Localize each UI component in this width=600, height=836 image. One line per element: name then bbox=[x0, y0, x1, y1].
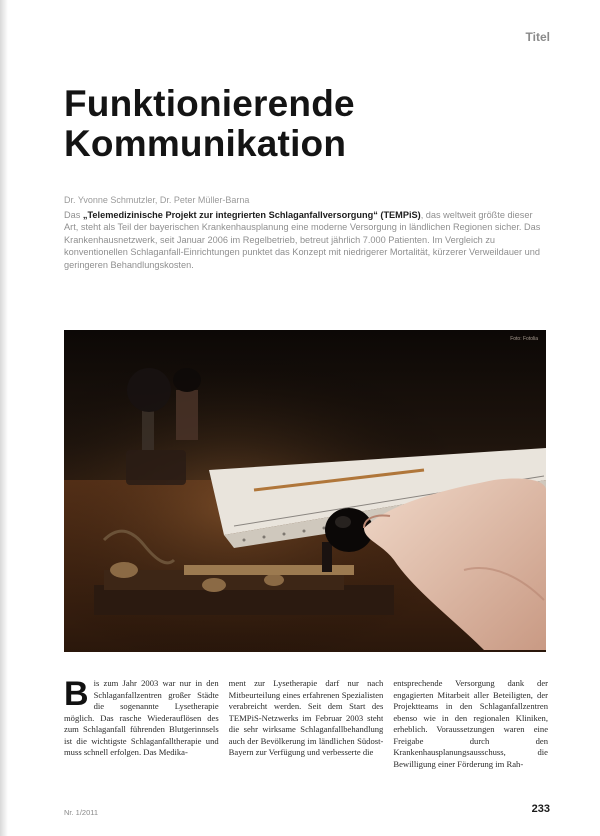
title-line-1: Funktionierende bbox=[64, 83, 355, 124]
article-photo bbox=[64, 330, 546, 652]
body-column-3-text: entsprechende Versorgung dank der engagierten Mitarbeit aller Beteiligten, der Projektteams in den Schlaganfallzentren ebenso wie in den regionalen Kliniken, erheblich. Voraussetzungen waren eine Freigabe durch den Krankenhausplanungsausschuss, die Bewilligung einer Förderung im Rah- bbox=[393, 678, 549, 769]
telegraph-key-photo bbox=[64, 330, 546, 652]
body-column-1 bbox=[64, 678, 219, 804]
issue-label: Nr. 1/2011 bbox=[64, 808, 99, 817]
article-authors: Dr. Yvonne Schmutzler, Dr. Peter Müller-Barna bbox=[64, 195, 250, 205]
article-lead bbox=[64, 209, 544, 271]
article-title bbox=[64, 84, 544, 164]
photo-credit: Foto: Fotolia bbox=[510, 336, 538, 342]
title-line-2: Kommunikation bbox=[64, 123, 347, 164]
page-number: 233 bbox=[531, 803, 550, 815]
article-body bbox=[64, 678, 548, 804]
section-label: Titel bbox=[525, 30, 550, 44]
lead-highlight: „Telemedizinische Projekt zur integrierten Schlaganfallversorgung“ (TEMPiS) bbox=[82, 210, 421, 220]
scan-shadow bbox=[0, 0, 8, 836]
body-column-1-text: is zum Jahr 2003 war nur in den Schlaganfallzentren großer Städte die sogenannte Lysetherapie möglich. Das rasche Wiederauflösen des zum Schlaganfall führenden Blutgerinnsels ist die wichtigste Schlaganfalltherapie und muss schnell erfolgen. Das Medika- bbox=[64, 678, 219, 757]
drop-cap: B bbox=[64, 678, 89, 713]
body-column-3 bbox=[393, 678, 548, 804]
lead-rest: , das weltweit größte dieser Art, steht als Teil der bayerischen Krankenhausplanung eine moderne Versorgung in ländlichen Regionen sicher. Das Krankenhausnetzwerk, seit Januar 2006 im Regelbetrieb, betreut jährlich 7.000 Patienten. Im Vergleich zu konventionellen Schlaganfall-Einrichtungen punktet das Konzept mit niedrigerer Mortalität, kürzerer Verweildauer und geringeren Behandlungskosten. bbox=[64, 210, 541, 270]
body-column-2-text: ment zur Lysetherapie darf nur nach Mitbeurteilung eines erfahrenen Spezialisten verabreicht werden. Seit dem Start des TEMPiS-Netzwerks im Februar 2003 steht die sehr wirksame Schlaganfallbehandlung auch der Bevölkerung im ländlichen Südost-Bayern zur Verfügung und verbesserte die bbox=[228, 678, 384, 757]
lead-prefix: Das bbox=[64, 210, 83, 220]
body-column-2 bbox=[229, 678, 384, 804]
